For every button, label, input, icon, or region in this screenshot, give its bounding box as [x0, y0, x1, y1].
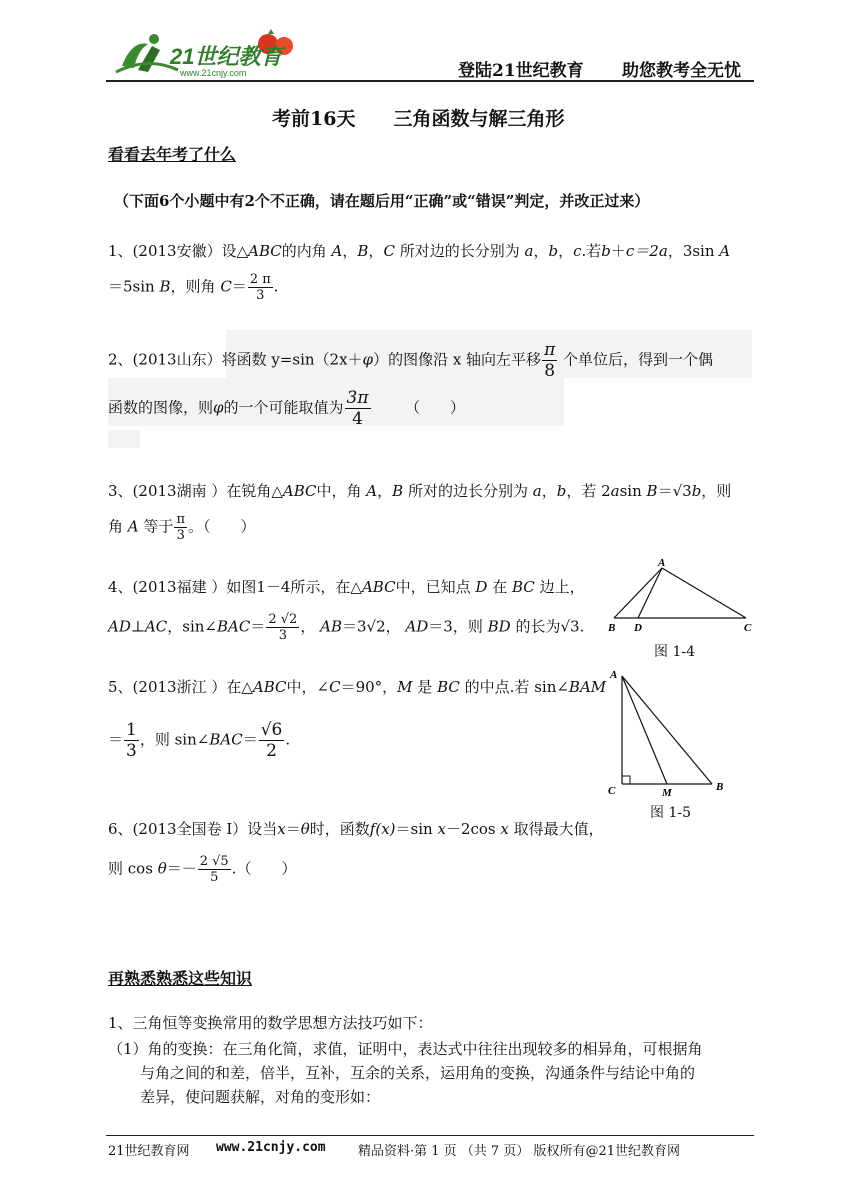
fig5-label-m: M [662, 787, 672, 799]
knowledge-item-1-1-line-3: 差异，使问题获解，对角的变形如： [140, 1088, 381, 1106]
page-title: 考前16天 三角函数与解三角形 [272, 108, 565, 130]
fraction: $\frac{2 √2}{3}$ [268, 612, 298, 643]
fraction: $\frac{2 \pi}{3}$ [249, 272, 271, 303]
figure-1-4 [600, 556, 760, 636]
fraction: $\frac{\pi}{8}$ [544, 340, 556, 381]
header-slogan-left: 登陆21世纪教育 [458, 61, 584, 81]
problem-3-line-2: 角 A 等于 $\frac{\pi}{3}$ 。（ ） [108, 512, 256, 543]
footer-site: 21世纪教育网 [108, 1144, 190, 1159]
problem-4-line-2: AD⊥AC，sin∠BAC＝ $\frac{2 √2}{3}$ ， AB＝3√2， AD＝3，则 BD 的长为√3. [108, 612, 585, 643]
problem-1-line-2: ＝5sin B，则角 C＝ $\frac{2 \pi}{3}$ . [108, 272, 279, 303]
logo-url: www.21cnjy.com [180, 68, 247, 78]
fig4-label-d: D [634, 622, 642, 634]
problem-3-line-1: 3、(2013湖南 ）在锐角△ABC中，角 A，B 所对的边长分别为 a，b，若 2asin B＝√3b，则 [108, 482, 732, 500]
fig5-label-b: B [716, 781, 724, 793]
figure-1-4-caption: 图 1-4 [654, 644, 695, 660]
figure-1-5-caption: 图 1-5 [650, 805, 691, 821]
problem-4-line-1: 4、(2013福建 ）如图1－4所示，在△ABC中，已知点 D 在 BC 边上， [108, 578, 585, 596]
fraction: $\frac{√6}{2}$ [260, 720, 283, 761]
footer-rule [106, 1135, 754, 1136]
knowledge-item-1-1-line-1: （1）角的变换：在三角化简，求值，证明中，表达式中往往出现较多的相异角，可根据角 [108, 1040, 703, 1058]
fig4-label-b: B [608, 622, 616, 634]
problem-6-line-1: 6、(2013全国卷 I）设当x＝θ时，函数f(x)＝sin x－2cos x 取得最大值， [108, 820, 604, 838]
fig5-label-a: A [610, 669, 618, 681]
header-slogan-right: 助您教考全无忧 [622, 61, 741, 81]
problem-1-line-1: 1、(2013安徽）设△ABC的内角 A，B，C 所对边的长分别为 a，b，c.若b＋c＝2a，3sin A [108, 242, 731, 260]
instruction-note: （下面6个小题中有2个不正确，请在题后用“正确”或“错误”判定，并改正过来） [114, 192, 650, 210]
section-heading-review: 看看去年考了什么 [108, 145, 237, 164]
problem-6-line-2: 则 cos θ＝－ $\frac{2 √5}{5}$ .（ ） [108, 854, 297, 885]
highlight-block [108, 430, 140, 448]
problem-2-line-2: 函数的图像，则φ的一个可能取值为 $\frac{3\pi}{4}$ （ ） [108, 388, 465, 429]
fig4-label-c: C [744, 622, 752, 634]
footer-copyright: 精品资料·第 1 页 （共 7 页） 版权所有@21世纪教育网 [358, 1144, 681, 1159]
problem-2-line-1: 2、(2013山东）将函数 y=sin（2x＋φ）的图像沿 x 轴向左平移 $\frac{\pi}{8}$ 个单位后，得到一个偶 [108, 340, 714, 381]
header-rule [106, 80, 754, 82]
knowledge-item-1: 1、三角恒等变换常用的数学思想方法技巧如下： [108, 1014, 433, 1032]
figure-1-5 [604, 666, 744, 802]
site-logo [108, 26, 308, 80]
knowledge-item-1-1-line-2: 与角之间的和差，倍半，互补，互余的关系，运用角的变换，沟通条件与结论中角的 [140, 1064, 696, 1082]
fraction: $\frac{\pi}{3}$ [176, 512, 185, 543]
fraction: $\frac{2 √5}{5}$ [199, 854, 229, 885]
problem-5-line-1: 5、(2013浙江 ）在△ABC中，∠C＝90°，M 是 BC 的中点.若 sin∠BAM [108, 678, 607, 696]
footer-url[interactable]: www.21cnjy.com [216, 1140, 326, 1155]
fig5-label-c: C [608, 785, 616, 797]
fig4-label-a: A [658, 557, 666, 569]
problem-5-line-2: ＝ $\frac{1}{3}$ ，则 sin∠BAC＝ $\frac{√6}{2}$ . [108, 720, 291, 761]
section-heading-knowledge: 再熟悉熟悉这些知识 [108, 969, 253, 988]
logo-text: 21世纪教育 [170, 44, 283, 69]
fraction: $\frac{3\pi}{4}$ [346, 388, 369, 429]
fraction: $\frac{1}{3}$ [126, 720, 137, 761]
